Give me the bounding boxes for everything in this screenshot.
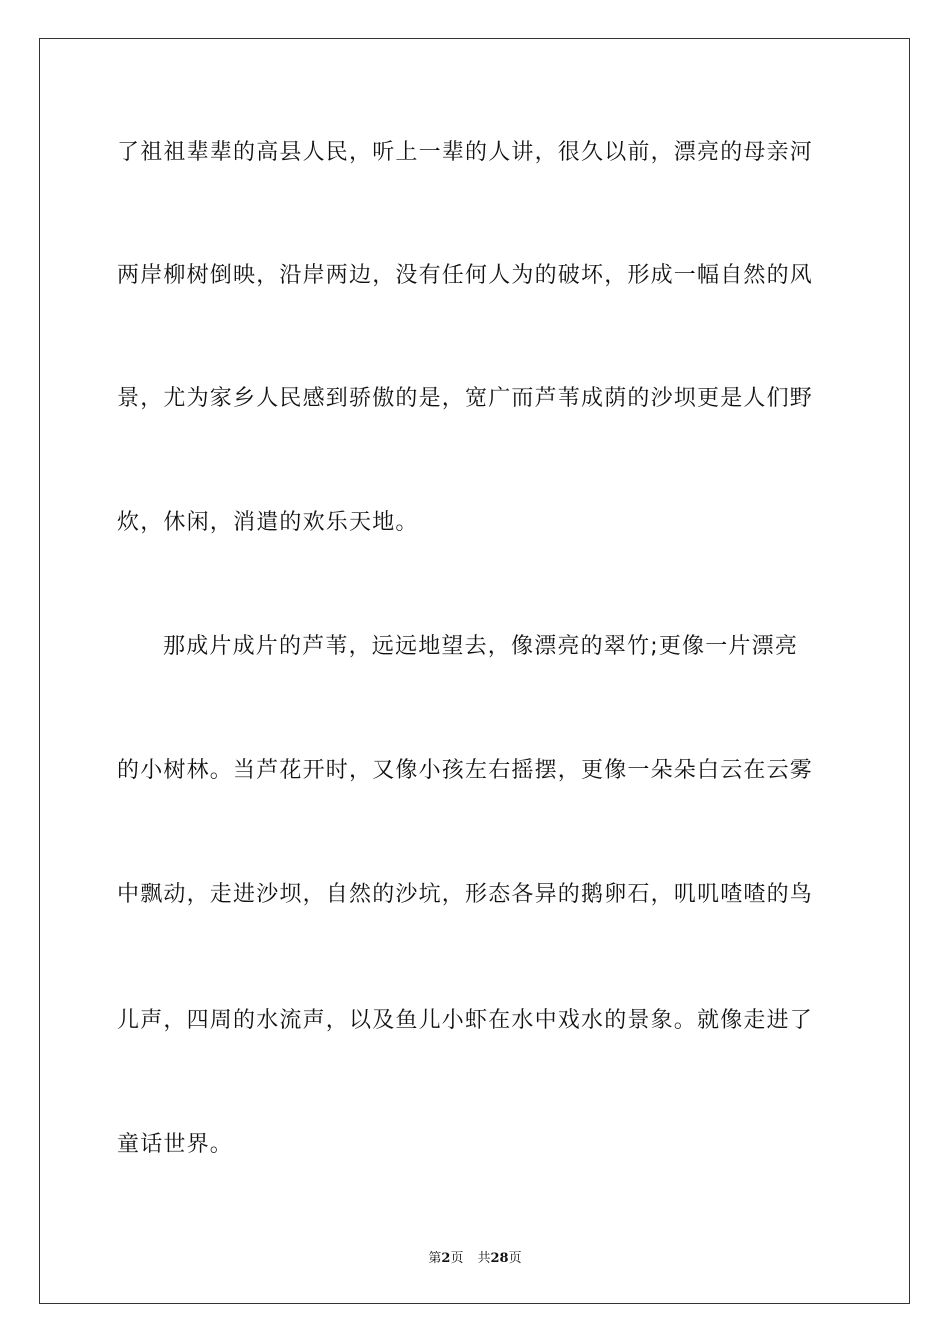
text-line: 儿声，四周的水流声，以及鱼儿小虾在水中戏水的景象。就像走进了 <box>117 1008 814 1033</box>
page-border <box>39 38 910 1304</box>
text-line: 中飘动，走进沙坝，自然的沙坑，形态各异的鹅卵石，叽叽喳喳的鸟 <box>117 882 814 907</box>
paragraph-first-line: 那成片成片的芦苇，远远地望去，像漂亮的翠竹;更像一片漂亮 <box>163 634 799 659</box>
text-line: 的小树林。当芦花开时，又像小孩左右摇摆，更像一朵朵白云在云雾 <box>117 758 814 783</box>
text-line: 童话世界。 <box>117 1132 234 1157</box>
text-line: 两岸柳树倒映，沿岸两边，没有任何人为的破坏，形成一幅自然的风 <box>117 263 814 288</box>
page-footer <box>0 1247 950 1266</box>
text-line: 景，尤为家乡人民感到骄傲的是，宽广而芦苇成荫的沙坝更是人们野 <box>117 386 814 411</box>
text-line: 炊，休闲，消遣的欢乐天地。 <box>117 510 419 535</box>
total-suffix: 页 <box>508 1251 522 1266</box>
total-prefix: 共 <box>477 1251 491 1266</box>
page-number: 2 <box>441 1251 451 1266</box>
page-prefix: 第 <box>428 1251 442 1266</box>
total-pages: 28 <box>490 1251 509 1266</box>
text-line: 了祖祖辈辈的高县人民，听上一辈的人讲，很久以前，漂亮的母亲河 <box>117 140 814 165</box>
page-suffix: 页 <box>450 1251 464 1266</box>
